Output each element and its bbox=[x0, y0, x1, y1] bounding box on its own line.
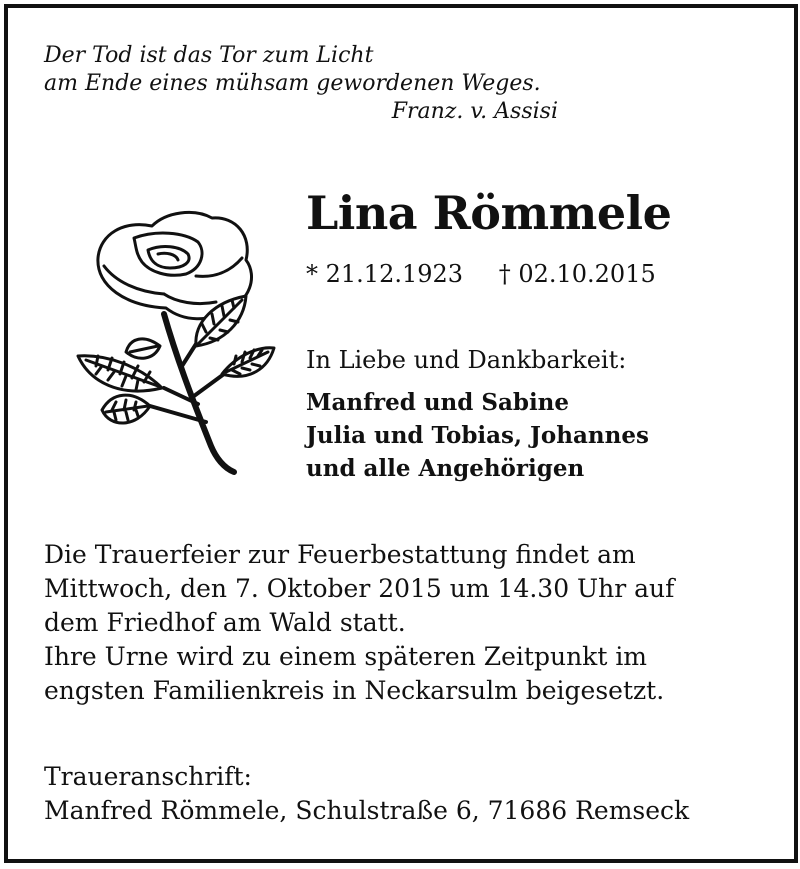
ceremony-line-5: engsten Familienkreis in Neckarsulm beigesetzt. bbox=[44, 676, 665, 705]
deceased-name: Lina Römmele bbox=[306, 186, 672, 240]
quote-line-1: Der Tod ist das Tor zum Licht bbox=[44, 43, 374, 68]
memorial-quote bbox=[44, 42, 564, 126]
quote-line-2: am Ende eines mühsam gewordenen Weges. bbox=[44, 71, 541, 96]
address-value: Manfred Römmele, Schulstraße 6, 71686 Remseck bbox=[44, 796, 690, 825]
quote-author: Franz. v. Assisi bbox=[391, 99, 558, 124]
rose-icon bbox=[46, 206, 276, 476]
mourners-list bbox=[306, 386, 649, 485]
birth-date: * 21.12.1923 bbox=[306, 260, 464, 288]
ceremony-line-4: Ihre Urne wird zu einem späteren Zeitpunkt im bbox=[44, 642, 648, 671]
ceremony-line-1: Die Trauerfeier zur Feuerbestattung findet am bbox=[44, 540, 636, 569]
death-date: † 02.10.2015 bbox=[498, 260, 656, 288]
ceremony-line-2: Mittwoch, den 7. Oktober 2015 um 14.30 Uhr auf bbox=[44, 574, 675, 603]
mourners-line-2: Julia und Tobias, Johannes bbox=[306, 422, 649, 449]
mourners-line-3: und alle Angehörigen bbox=[306, 455, 585, 482]
mourners-line-1: Manfred und Sabine bbox=[306, 389, 570, 416]
address-label: Traueranschrift: bbox=[44, 762, 252, 791]
mourners-intro: In Liebe und Dankbarkeit: bbox=[306, 346, 627, 374]
ceremony-line-3: dem Friedhof am Wald statt. bbox=[44, 608, 406, 637]
life-dates bbox=[306, 258, 656, 290]
mourning-address bbox=[44, 760, 689, 828]
ceremony-details bbox=[44, 538, 674, 708]
